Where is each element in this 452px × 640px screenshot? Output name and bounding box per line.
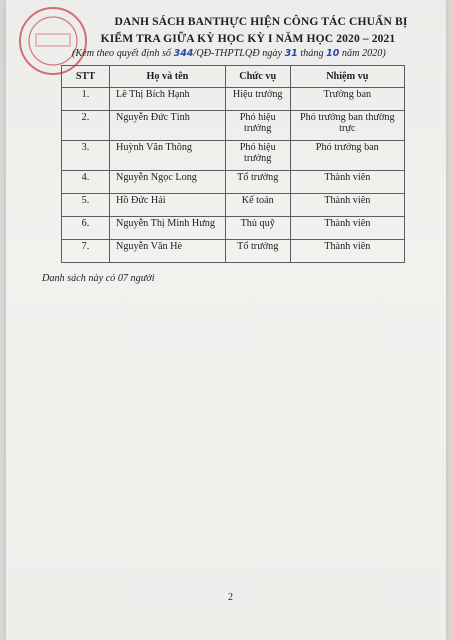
subline-middle: /QĐ-THPTLQĐ ngày xyxy=(193,48,285,59)
cell-stt: 6. xyxy=(62,217,110,240)
handwritten-month: 10 xyxy=(326,48,340,59)
cell-duty: Thành viên xyxy=(290,194,404,217)
cell-duty: Phó trưởng ban xyxy=(290,141,404,171)
table-row xyxy=(62,171,405,194)
cell-duty: Trưởng ban xyxy=(290,88,404,111)
cell-stt: 3. xyxy=(62,141,110,171)
document-title-line2: KIỂM TRA GIỮA KỲ HỌC KỲ I NĂM HỌC 2020 – 2021 xyxy=(100,32,396,45)
cell-role: Kế toán xyxy=(225,194,290,217)
document-page xyxy=(6,0,446,640)
cell-stt: 5. xyxy=(62,194,110,217)
cell-role: Hiệu trưởng xyxy=(225,88,290,111)
cell-role: Tổ trưởng xyxy=(225,240,290,263)
decision-reference xyxy=(72,48,386,59)
page-number: 2 xyxy=(228,592,233,603)
member-count-note: Danh sách này có 07 người xyxy=(42,273,155,284)
cell-name: Nguyễn Đức Tính xyxy=(109,111,225,141)
cell-duty: Thành viên xyxy=(290,217,404,240)
cell-role: Phó hiệu trưởng xyxy=(225,111,290,141)
handwritten-day: 31 xyxy=(284,48,298,59)
cell-duty: Thành viên xyxy=(290,171,404,194)
table-row xyxy=(62,88,405,111)
subline-month-label: tháng xyxy=(297,48,327,59)
cell-role: Thủ quỹ xyxy=(225,217,290,240)
member-table xyxy=(61,65,405,263)
table-row xyxy=(62,240,405,263)
header-role: Chức vụ xyxy=(225,66,290,88)
handwritten-decision-number: 344 xyxy=(173,48,194,59)
table-row xyxy=(62,194,405,217)
table-header-row xyxy=(62,66,405,88)
table-row xyxy=(62,111,405,141)
document-title-line1: DANH SÁCH BANTHỰC HIỆN CÔNG TÁC CHUẨN BỊ xyxy=(114,15,408,28)
cell-name: Nguyễn Văn Hè xyxy=(109,240,225,263)
cell-duty: Phó trưởng ban thường trực xyxy=(290,111,404,141)
cell-name: Hồ Đức Hải xyxy=(109,194,225,217)
table-row xyxy=(62,217,405,240)
cell-duty: Thành viên xyxy=(290,240,404,263)
cell-name: Huỳnh Văn Thông xyxy=(109,141,225,171)
cell-name: Nguyễn Thị Minh Hưng xyxy=(109,217,225,240)
cell-role: Phó hiệu trưởng xyxy=(225,141,290,171)
cell-stt: 7. xyxy=(62,240,110,263)
cell-role: Tổ trưởng xyxy=(225,171,290,194)
cell-name: Lê Thị Bích Hạnh xyxy=(109,88,225,111)
header-stt: STT xyxy=(62,66,110,88)
cell-stt: 2. xyxy=(62,111,110,141)
subline-suffix: năm 2020) xyxy=(339,48,386,59)
subline-prefix: (Kèm theo quyết định số xyxy=(72,48,174,59)
cell-name: Nguyễn Ngọc Long xyxy=(109,171,225,194)
cell-stt: 4. xyxy=(62,171,110,194)
header-duty: Nhiệm vụ xyxy=(290,66,404,88)
header-name: Họ và tên xyxy=(109,66,225,88)
table-row xyxy=(62,141,405,171)
cell-stt: 1. xyxy=(62,88,110,111)
